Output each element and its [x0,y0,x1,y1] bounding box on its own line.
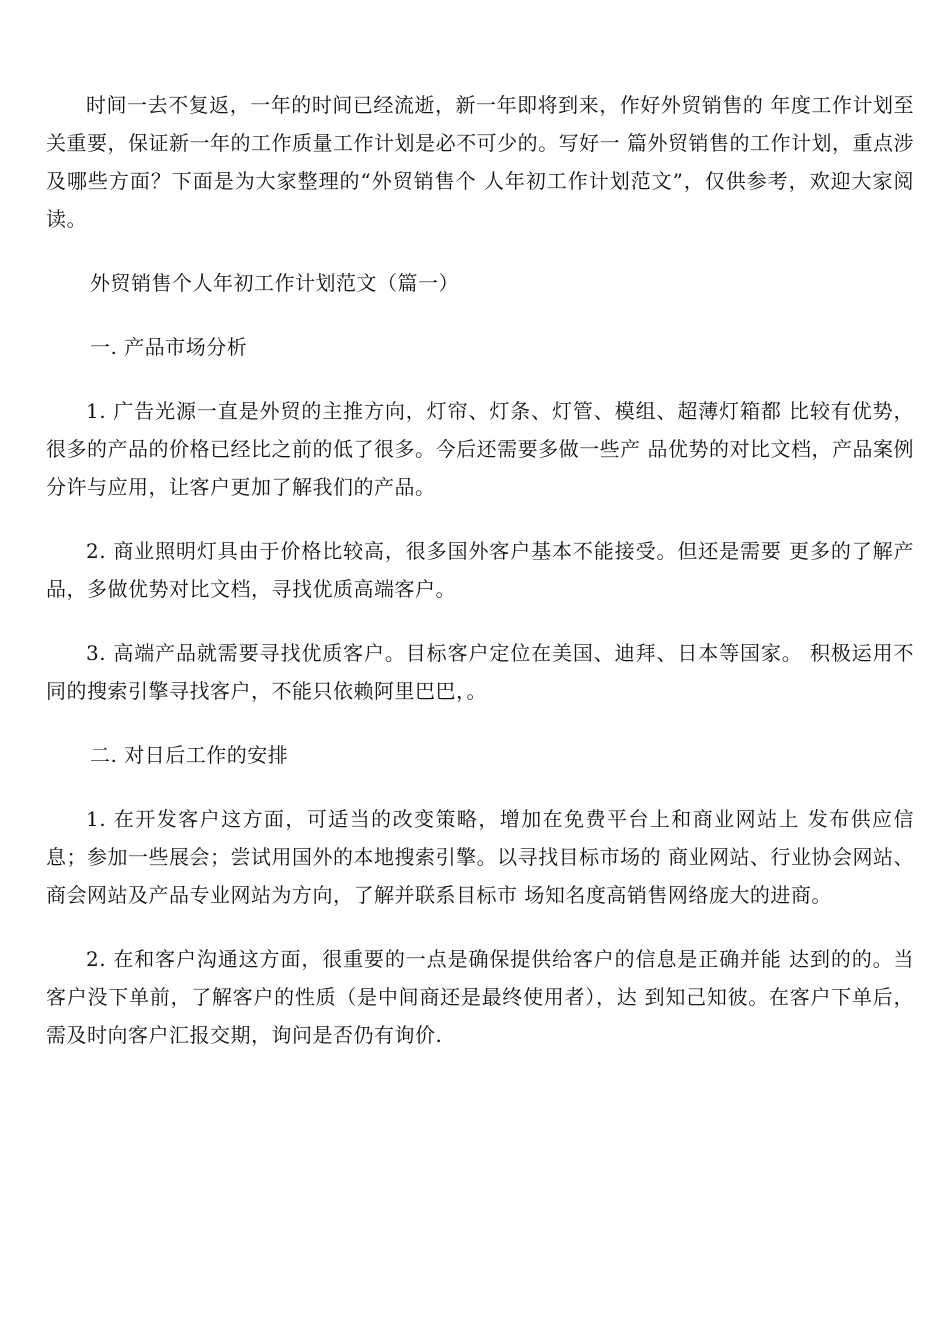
article-title: 外贸销售个人年初工作计划范文（篇一） [90,271,459,295]
section1-item-1: 1. 广告光源一直是外贸的主推方向，灯帘、灯条、灯管、模组、超薄灯箱都 比较有优势，很多的产品的价格已经比之前的低了很多。今后还需要多做一些产 品优势的对比文档，产品案例分许与应用，让客户更加了解我们的产品。 [46,399,914,499]
section2-item-1: 1. 在开发客户这方面，可适当的改变策略，增加在免费平台上和商业网站上 发布供应信息；参加一些展会；尝试用国外的本地搜索引擎。以寻找目标市场的 商业网站、行业协会网站、商会网站及产品专业网站为方向，了解并联系目标市 场知名度高销售网络庞大的进商。 [46,807,914,907]
document-page [46,86,914,1080]
section1-item-2: 2. 商业照明灯具由于价格比较高，很多国外客户基本不能接受。但还是需要 更多的了解产品，多做优势对比文档，寻找优质高端客户。 [46,539,914,601]
section1-item-3: 3. 高端产品就需要寻找优质客户。目标客户定位在美国、迪拜、日本等国家。 积极运用不同的搜索引擎寻找客户，不能只依赖阿里巴巴，。 [46,641,914,703]
intro-paragraph: 时间一去不复返，一年的时间已经流逝，新一年即将到来，作好外贸销售的 年度工作计划至关重要，保证新一年的工作质量工作计划是必不可少的。写好一 篇外贸销售的工作计划，重点涉及哪些方面？下面是为大家整理的“外贸销售个 人年初工作计划范文”，仅供参考，欢迎大家阅读。 [46,93,914,231]
section2-heading: 二. 对日后工作的安排 [90,743,289,767]
section2-item-2: 2. 在和客户沟通这方面，很重要的一点是确保提供给客户的信息是正确并能 达到的的。当客户没下单前，了解客户的性质（是中间商还是最终使用者），达 到知己知彼。在客户下单后，需及时向客户汇报交期，询问是否仍有询价. [46,947,914,1047]
section1-heading: 一. 产品市场分析 [90,335,248,359]
